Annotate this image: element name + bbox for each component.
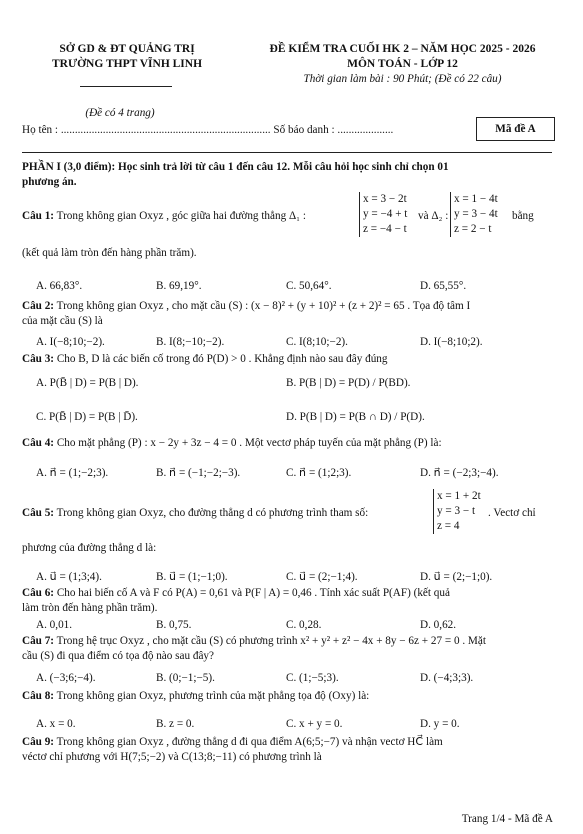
q6-stem [22,586,552,615]
option-a: A. u⃗ = (1;3;4). [36,571,102,583]
q1-tail: bằng [512,210,534,222]
q9-text2: véctơ chỉ phương với H(7;5;−2) và C(13;8;−11) có phương trình là [22,750,322,763]
option-a: A. x = 0. [36,718,76,730]
option-a: A. 66,83°. [36,280,83,292]
option-a: A. 0,01. [36,619,73,631]
q7-options [22,671,552,685]
pages-note: (Đề có 4 trang) [85,107,155,119]
option-d: D. P(B | D) = P(B ∩ D) / P(D). [286,411,425,423]
option-c: C. I(8;10;−2). [286,336,348,348]
option-d: D. (−4;3;3). [420,672,474,684]
exam-code-box: Mã đề A [476,117,555,141]
q5-sys-line: x = 1 + 2t [437,490,481,502]
q3-stem [22,352,552,367]
q3-text: Cho B, D là các biến cố trong đó P(D) > 0 . Khẳng định nào sau đây đúng [56,353,388,365]
option-d: D. n⃗ = (−2;3;−4). [420,467,499,479]
header-divider [80,86,172,87]
q7-text2: cầu (S) đi qua điểm có tọa độ nào sau đây? [22,649,214,662]
option-a: A. n⃗ = (1;−2;3). [36,467,109,479]
q5-sys-line: y = 3 − t [437,505,476,518]
q8-text: Trong không gian Oxyz, phương trình của mặt phẳng tọa độ (Oxy) là: [56,690,370,702]
q1-sys2-line: z = 2 − t [454,223,492,236]
option-a: A. I(−8;10;−2). [36,336,105,348]
q9-text: Trong không gian Oxyz , đường thẳng d đi qua điểm A(6;5;−7) và nhận vectơ HC⃗ làm [56,736,443,748]
q2-stem [22,299,552,328]
q7-text: Trong hệ trục Oxyz , cho mặt cầu (S) có phương trình x² + y² + z² − 4x + 8y − 6z + 27 = 0 . Mặt [56,635,486,647]
exam-time: Thời gian làm bài : 90 Phút; (Đề có 22 câu) [303,72,502,85]
q4-stem [22,436,552,451]
q5-sys-line: z = 4 [437,520,460,533]
q6-text2: làm tròn đến hàng phần trăm). [22,601,158,614]
q5-label: Câu 5: [22,507,55,519]
option-d: D. u⃗ = (2;−1;0). [420,571,493,583]
q8-options [22,717,552,731]
part1-text2: phương án. [22,175,77,188]
q1-sys2-line: y = 3 − 4t [454,208,498,221]
q8-stem [22,689,552,704]
option-a: A. P(B̄ | D) = P(B | D). [36,377,139,389]
q3-label: Câu 3: [22,353,55,365]
q3-options-row2 [22,410,552,424]
option-d: D. y = 0. [420,718,460,730]
q6-options [22,618,552,632]
q4-label: Câu 4: [22,437,55,449]
option-c: C. 0,28. [286,619,322,631]
q1-sys2-line: x = 1 − 4t [454,193,498,205]
option-b: B. u⃗ = (1;−1;0). [156,571,228,583]
header-right [240,42,565,86]
option-d: D. I(−8;10;2). [420,336,483,348]
option-c: C. u⃗ = (2;−1;4). [286,571,358,583]
option-c: C. n⃗ = (1;2;3). [286,467,352,479]
q2-text: Trong không gian Oxyz , cho mặt cầu (S) : (x − 8)² + (y + 10)² + (z + 2)² = 65 . Tọa độ tâm I [56,300,471,312]
option-b: B. 69,19°. [156,280,202,292]
q1-text: Trong không gian Oxyz , góc giữa hai đường thẳng Δ₁ : [56,210,306,222]
exam-title: ĐỀ KIỂM TRA CUỐI HK 2 – NĂM HỌC 2025 - 2026 [269,43,536,55]
q5-tail: . Vectơ chỉ [488,507,536,519]
q1-note: (kết quả làm tròn đến hàng phần trăm). [22,247,197,259]
q4-options [22,466,552,480]
q9-label: Câu 9: [22,736,55,748]
q1-options [22,279,552,293]
option-d: D. 0,62. [420,619,457,631]
q7-label: Câu 7: [22,635,55,647]
q1-sys1-line: y = −4 + t [363,208,408,221]
q1-stem [22,209,306,224]
q1-system2 [450,192,498,237]
q5-text2: phương của đường thẳng d là: [22,542,157,554]
option-c: C. x + y = 0. [286,718,343,730]
option-b: B. (0;−1;−5). [156,672,215,684]
option-b: B. 0,75. [156,619,192,631]
q9-stem [22,735,552,764]
option-b: B. P(B | D) = P(D) / P(BD). [286,377,411,389]
option-b: B. z = 0. [156,718,195,730]
q1-and: và Δ₂ : [418,210,449,222]
option-d: D. 65,55°. [420,280,467,292]
option-b: B. I(8;−10;−2). [156,336,225,348]
q1-sys1-line: x = 3 − 2t [363,193,407,205]
option-c: C. (1;−5;3). [286,672,339,684]
q7-stem [22,634,552,663]
part1-text: (3,0 điểm): Học sinh trả lời từ câu 1 đến câu 12. Mỗi câu hỏi học sinh chỉ chọn 01 [63,161,449,173]
q2-text2: của mặt cầu (S) là [22,314,103,327]
q5-system [433,489,481,534]
q4-text: Cho mặt phẳng (P) : x − 2y + 3z − 4 = 0 . Một vectơ pháp tuyến của mặt phẳng (P) là: [56,437,442,449]
part1-heading [22,160,552,189]
student-info-line: Họ tên : ........................................................................... Số báo danh : .................... [22,124,394,136]
school-name: TRƯỜNG THPT VĨNH LINH [51,57,203,70]
q5-text: Trong không gian Oxyz, cho đường thẳng d có phương trình tham số: [56,507,369,519]
subject-title: MÔN TOÁN - LỚP 12 [347,57,458,70]
q1-sys1-line: z = −4 − t [363,223,407,236]
part1-label: PHẦN I [22,161,61,173]
q2-options [22,335,552,349]
q2-label: Câu 2: [22,300,55,312]
page-footer: Trang 1/4 - Mã đề A [461,813,553,825]
q6-text: Cho hai biến cố A và F có P(A) = 0,61 và P(F | A) = 0,46 . Tính xác suất P(AF) (kết quả [56,587,450,599]
option-a: A. (−3;6;−4). [36,672,96,684]
q5-stem [22,506,368,521]
q8-label: Câu 8: [22,690,55,702]
section-divider [22,152,552,153]
header-left [22,42,232,72]
q5-options [22,570,552,584]
option-c: C. 50,64°. [286,280,332,292]
q1-label: Câu 1: [22,210,55,222]
q3-options-row1 [22,376,552,390]
option-c: C. P(B̄ | D) = P(B | D̄). [36,411,138,423]
department-name: SỞ GD & ĐT QUẢNG TRỊ [59,43,195,55]
option-b: B. n⃗ = (−1;−2;−3). [156,467,241,479]
q6-label: Câu 6: [22,587,55,599]
q1-system1 [359,192,407,237]
